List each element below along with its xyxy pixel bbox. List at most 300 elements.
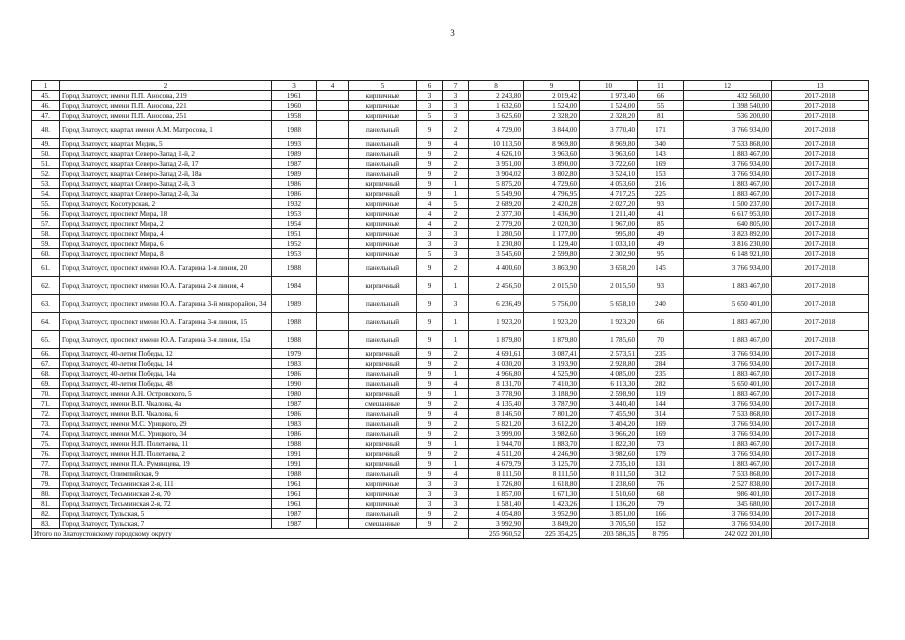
table-cell: 2 — [443, 121, 469, 139]
table-cell: 70. — [32, 389, 60, 399]
total-empty — [772, 529, 869, 539]
address-cell: Город Златоуст, 40-летия Победы, 12 — [60, 349, 272, 359]
table-cell: 1961 — [272, 499, 317, 509]
table-cell: 1989 — [272, 149, 317, 159]
table-cell: 8 969,80 — [580, 139, 638, 149]
table-cell — [317, 91, 349, 101]
table-cell: 81 — [638, 111, 684, 121]
table-row — [32, 359, 869, 369]
table-cell: 3 766 934,00 — [684, 519, 772, 529]
table-cell: 1952 — [272, 239, 317, 249]
table-cell: кирпичный — [349, 359, 417, 369]
table-cell: 2 328,20 — [580, 111, 638, 121]
table-cell: 1983 — [272, 419, 317, 429]
table-cell: 3 766 934,00 — [684, 169, 772, 179]
table-cell — [317, 419, 349, 429]
table-cell: 4 — [417, 209, 443, 219]
table-cell: 2017-2018 — [772, 349, 869, 359]
address-cell: Город Златоуст, проспект Мира, 6 — [60, 239, 272, 249]
table-cell: 9 — [417, 399, 443, 409]
table-cell: 66. — [32, 349, 60, 359]
table-cell: 1 883 467,00 — [684, 277, 772, 295]
table-row — [32, 369, 869, 379]
table-cell: панельный — [349, 149, 417, 159]
table-cell: 5 549,90 — [469, 189, 524, 199]
table-cell: кирпичный — [349, 349, 417, 359]
table-cell: 2017-2018 — [772, 199, 869, 209]
table-cell: 2 598,90 — [580, 389, 638, 399]
address-cell: Город Златоуст, имени П.П. Аносова, 221 — [60, 101, 272, 111]
table-cell: 9 — [417, 149, 443, 159]
table-cell: 1 280,50 — [469, 229, 524, 239]
table-cell: 3 849,20 — [524, 519, 580, 529]
column-header: 4 — [317, 81, 349, 91]
table-cell: 4 — [417, 219, 443, 229]
table-cell — [317, 179, 349, 189]
table-cell: 3 — [417, 239, 443, 249]
table-cell: 3 778,90 — [469, 389, 524, 399]
table-cell: 4 — [443, 379, 469, 389]
table-row — [32, 139, 869, 149]
table-cell: 69. — [32, 379, 60, 389]
table-cell: 64. — [32, 313, 60, 331]
table-cell: 1 — [443, 313, 469, 331]
table-cell: 3 951,00 — [469, 159, 524, 169]
table-cell: 52. — [32, 169, 60, 179]
table-cell: 1 524,00 — [524, 101, 580, 111]
table-row — [32, 149, 869, 159]
table-cell: 1 510,60 — [580, 489, 638, 499]
table-cell: 3 404,20 — [580, 419, 638, 429]
table-cell: 79 — [638, 499, 684, 509]
table-cell: панельный — [349, 169, 417, 179]
table-cell: 9 — [417, 379, 443, 389]
address-cell: Город Златоуст, проспект Мира, 4 — [60, 229, 272, 239]
table-cell: 9 — [417, 159, 443, 169]
table-cell: 986 401,00 — [684, 489, 772, 499]
table-cell: панельный — [349, 409, 417, 419]
table-cell: 2 015,50 — [524, 277, 580, 295]
table-cell: 3 823 892,00 — [684, 229, 772, 239]
table-cell: 9 — [417, 313, 443, 331]
table-cell: 74. — [32, 429, 60, 439]
table-cell: панельный — [349, 429, 417, 439]
table-cell: 1 883,70 — [524, 439, 580, 449]
table-cell — [317, 409, 349, 419]
address-cell: Город Златоуст, квартал Северо-Запад 2-й, 3а — [60, 189, 272, 199]
table-cell: 1988 — [272, 331, 317, 349]
total-area: 255 960,52 — [469, 529, 524, 539]
table-cell: 95 — [638, 249, 684, 259]
table-cell: 3 963,60 — [524, 149, 580, 159]
table-cell — [317, 313, 349, 331]
table-cell: 2 — [443, 169, 469, 179]
table-cell: кирпичные — [349, 111, 417, 121]
table-row — [32, 449, 869, 459]
table-cell: 3 992,90 — [469, 519, 524, 529]
address-cell: Город Златоуст, 40-летия Победы, 48 — [60, 379, 272, 389]
table-cell: 3 524,10 — [580, 169, 638, 179]
table-cell: 2 689,20 — [469, 199, 524, 209]
table-cell: 3 890,00 — [524, 159, 580, 169]
table-cell: 2 — [443, 149, 469, 159]
table-cell — [317, 449, 349, 459]
table-cell: 60. — [32, 249, 60, 259]
table-row — [32, 331, 869, 349]
table-cell: 9 — [417, 409, 443, 419]
table-row — [32, 399, 869, 409]
table-cell: 2 779,20 — [469, 219, 524, 229]
address-cell: Город Златоуст, имени П.П. Аносова, 251 — [60, 111, 272, 121]
address-cell: Город Златоуст, 40-летия Победы, 14а — [60, 369, 272, 379]
table-cell: 2017-2018 — [772, 239, 869, 249]
table-cell: 2017-2018 — [772, 101, 869, 111]
table-cell: кирпичные — [349, 199, 417, 209]
table-cell: 2017-2018 — [772, 409, 869, 419]
table-cell: 9 — [417, 179, 443, 189]
table-cell: 2017-2018 — [772, 419, 869, 429]
table-cell: 1 883 467,00 — [684, 459, 772, 469]
table-cell: 1987 — [272, 399, 317, 409]
table-cell: 79. — [32, 479, 60, 489]
table-cell: 2 — [443, 509, 469, 519]
address-cell: Город Златоуст, 40-летия Победы, 14 — [60, 359, 272, 369]
table-cell: 4 796,95 — [524, 189, 580, 199]
table-cell: 144 — [638, 399, 684, 409]
table-cell: 3 705,50 — [580, 519, 638, 529]
table-cell — [317, 101, 349, 111]
table-cell: 2017-2018 — [772, 229, 869, 239]
table-cell: 73 — [638, 439, 684, 449]
table-cell: 1 238,60 — [580, 479, 638, 489]
table-cell: 1953 — [272, 209, 317, 219]
table-cell: 1 726,80 — [469, 479, 524, 489]
table-row — [32, 389, 869, 399]
table-cell: 345 680,00 — [684, 499, 772, 509]
table-cell: 169 — [638, 419, 684, 429]
address-cell: Город Златоуст, проспект Мира, 8 — [60, 249, 272, 259]
table-cell: 68 — [638, 489, 684, 499]
table-cell: 73. — [32, 419, 60, 429]
table-cell: 9 — [417, 419, 443, 429]
table-row — [32, 277, 869, 295]
address-cell: Город Златоуст, проспект имени Ю.А. Гагарина 2-я линия, 4 — [60, 277, 272, 295]
table-cell: 2 420,28 — [524, 199, 580, 209]
table-cell: 1987 — [272, 519, 317, 529]
address-cell: Город Златоуст, проспект имени Ю.А. Гагарина 3-я линия, 15 — [60, 313, 272, 331]
table-cell: 41 — [638, 209, 684, 219]
table-cell: кирпичные — [349, 489, 417, 499]
table-cell: 4 966,80 — [469, 369, 524, 379]
table-row — [32, 459, 869, 469]
table-cell: 179 — [638, 449, 684, 459]
table-cell: 3 982,60 — [524, 429, 580, 439]
table-cell: 2017-2018 — [772, 439, 869, 449]
table-cell: 3 545,60 — [469, 249, 524, 259]
table-cell: 1 883 467,00 — [684, 179, 772, 189]
table-cell: 2 — [443, 259, 469, 277]
table-row — [32, 479, 869, 489]
table-cell: 2017-2018 — [772, 259, 869, 277]
table-cell: 76 — [638, 479, 684, 489]
table-cell: 9 — [417, 331, 443, 349]
table-cell: 1986 — [272, 179, 317, 189]
table-cell: 3 — [443, 479, 469, 489]
column-header: 5 — [349, 81, 417, 91]
table-cell: 995,80 — [580, 229, 638, 239]
table-cell: 1 398 540,00 — [684, 101, 772, 111]
table-cell: 7 533 868,00 — [684, 139, 772, 149]
table-cell: 9 — [417, 139, 443, 149]
table-cell: 240 — [638, 295, 684, 313]
address-cell: Город Златоуст, Тульская, 5 — [60, 509, 272, 519]
table-cell: панельный — [349, 509, 417, 519]
table-cell: 1961 — [272, 91, 317, 101]
table-cell: кирпичные — [349, 229, 417, 239]
address-cell: Город Златоуст, имени П.А. Румянцева, 19 — [60, 459, 272, 469]
table-cell — [317, 459, 349, 469]
address-cell: Город Златоуст, проспект имени Ю.А. Гагарина 1-я линия, 20 — [60, 259, 272, 277]
table-cell: 1 — [443, 389, 469, 399]
table-cell: 2 015,50 — [580, 277, 638, 295]
table-cell: 3 982,60 — [580, 449, 638, 459]
table-cell: 4 246,90 — [524, 449, 580, 459]
table-cell: 82. — [32, 509, 60, 519]
table-cell: 2 302,90 — [580, 249, 638, 259]
table-cell: 2017-2018 — [772, 277, 869, 295]
table-cell: 5 658,10 — [580, 295, 638, 313]
table-cell: 9 — [417, 169, 443, 179]
table-cell: 1961 — [272, 479, 317, 489]
table-cell: кирпичные — [349, 209, 417, 219]
address-cell: Город Златоуст, имени Н.П. Полетаева, 11 — [60, 439, 272, 449]
table-cell: 1 785,60 — [580, 331, 638, 349]
table-row — [32, 159, 869, 169]
table-cell: 152 — [638, 519, 684, 529]
table-cell: 9 — [417, 469, 443, 479]
table-cell: 3 — [443, 239, 469, 249]
housing-table — [31, 80, 869, 539]
table-cell: 45. — [32, 91, 60, 101]
table-cell: 2017-2018 — [772, 169, 869, 179]
table-cell: 131 — [638, 459, 684, 469]
table-cell: 1 883 467,00 — [684, 439, 772, 449]
table-cell: 47. — [32, 111, 60, 121]
table-cell — [317, 469, 349, 479]
table-cell: кирпичный — [349, 459, 417, 469]
table-cell: 2 019,42 — [524, 91, 580, 101]
table-cell: 2 — [443, 419, 469, 429]
table-cell: 1 — [443, 277, 469, 295]
table-cell: 3 766 934,00 — [684, 359, 772, 369]
table-cell: 4 — [417, 199, 443, 209]
table-cell — [317, 249, 349, 259]
table-cell: 1988 — [272, 469, 317, 479]
table-cell: 4 — [443, 409, 469, 419]
table-cell: 1 500 237,00 — [684, 199, 772, 209]
table-cell: 1951 — [272, 229, 317, 239]
table-cell: 57. — [32, 219, 60, 229]
table-cell: 3 612,20 — [524, 419, 580, 429]
table-cell: 51. — [32, 159, 60, 169]
table-cell: 3 087,41 — [524, 349, 580, 359]
table-cell: кирпичные — [349, 101, 417, 111]
table-cell: 1990 — [272, 379, 317, 389]
table-row — [32, 499, 869, 509]
table-cell: 1 883 467,00 — [684, 189, 772, 199]
table-cell: 9 — [417, 369, 443, 379]
table-cell: 3 — [417, 91, 443, 101]
table-cell: 1 129,40 — [524, 239, 580, 249]
table-cell: 2 456,50 — [469, 277, 524, 295]
table-cell: 2017-2018 — [772, 519, 869, 529]
table-cell: 2 243,80 — [469, 91, 524, 101]
column-header: 11 — [638, 81, 684, 91]
address-cell: Город Златоуст, квартал имени А.М. Матросова, 1 — [60, 121, 272, 139]
table-cell: 2 — [443, 209, 469, 219]
table-cell: 1986 — [272, 409, 317, 419]
table-cell: 9 — [417, 389, 443, 399]
table-cell: 2017-2018 — [772, 313, 869, 331]
table-cell: 1979 — [272, 349, 317, 359]
table-cell: 1 883 467,00 — [684, 313, 772, 331]
table-cell: 4 053,60 — [580, 179, 638, 189]
total-living-area: 225 354,25 — [524, 529, 580, 539]
table-row — [32, 91, 869, 101]
table-cell: смешанные — [349, 399, 417, 409]
table-cell: 7 801,20 — [524, 409, 580, 419]
table-cell: 3 — [443, 249, 469, 259]
table-cell: 1 879,80 — [524, 331, 580, 349]
table-cell: 1 — [443, 189, 469, 199]
table-cell: 1 671,30 — [524, 489, 580, 499]
address-cell: Город Златоуст, проспект Мира, 18 — [60, 209, 272, 219]
table-cell: 3 — [417, 499, 443, 509]
table-cell: 2 928,80 — [580, 359, 638, 369]
table-cell: 145 — [638, 259, 684, 277]
table-cell: 9 — [417, 259, 443, 277]
table-cell: 3 966,20 — [580, 429, 638, 439]
table-cell: 8 131,70 — [469, 379, 524, 389]
table-cell: кирпичный — [349, 449, 417, 459]
table-cell: 3 — [443, 229, 469, 239]
table-cell: 536 200,00 — [684, 111, 772, 121]
table-cell: 3 844,00 — [524, 121, 580, 139]
table-row — [32, 295, 869, 313]
table-cell: 70 — [638, 331, 684, 349]
table-cell: 2017-2018 — [772, 209, 869, 219]
table-row — [32, 209, 869, 219]
table-cell: кирпичные — [349, 239, 417, 249]
table-cell: 71. — [32, 399, 60, 409]
table-cell: 1983 — [272, 359, 317, 369]
address-cell: Город Златоуст, имени Н.П. Полетаева, 2 — [60, 449, 272, 459]
table-cell: 9 — [417, 189, 443, 199]
table-row — [32, 469, 869, 479]
column-header: 10 — [580, 81, 638, 91]
table-cell: 3 766 934,00 — [684, 259, 772, 277]
table-cell: 2 — [443, 519, 469, 529]
table-cell: 2 — [443, 449, 469, 459]
table-row — [32, 439, 869, 449]
table-cell: 1986 — [272, 189, 317, 199]
table-cell: 1 883 467,00 — [684, 149, 772, 159]
address-cell: Город Златоуст, имени В.П. Чкалова, 6 — [60, 409, 272, 419]
table-cell: 9 — [417, 509, 443, 519]
table-cell — [317, 509, 349, 519]
table-row — [32, 259, 869, 277]
table-cell: 2017-2018 — [772, 449, 869, 459]
table-cell: 1987 — [272, 509, 317, 519]
table-cell: 1989 — [272, 295, 317, 313]
table-cell: 46. — [32, 101, 60, 111]
table-cell: 2017-2018 — [772, 469, 869, 479]
table-row — [32, 429, 869, 439]
total-row — [32, 529, 869, 539]
table-cell: 93 — [638, 199, 684, 209]
table-cell: 9 — [417, 459, 443, 469]
table-cell: 3 440,40 — [580, 399, 638, 409]
table-cell: 93 — [638, 277, 684, 295]
table-cell: 1954 — [272, 219, 317, 229]
table-cell: 3 188,90 — [524, 389, 580, 399]
table-cell: 4 030,20 — [469, 359, 524, 369]
table-cell: 6 113,30 — [580, 379, 638, 389]
table-cell: 8 111,50 — [580, 469, 638, 479]
table-cell: 5 — [417, 249, 443, 259]
table-cell: 55 — [638, 101, 684, 111]
total-cost: 242 022 201,00 — [684, 529, 772, 539]
table-cell — [317, 169, 349, 179]
address-cell: Город Златоуст, квартал Северо-Запад 2-й, 17 — [60, 159, 272, 169]
table-cell: кирпичный — [349, 179, 417, 189]
table-cell: 235 — [638, 349, 684, 359]
table-cell: 63. — [32, 295, 60, 313]
table-cell: 2017-2018 — [772, 179, 869, 189]
table-cell — [317, 369, 349, 379]
table-cell: панельный — [349, 331, 417, 349]
table-cell: 2017-2018 — [772, 219, 869, 229]
table-cell: 3 722,60 — [580, 159, 638, 169]
address-cell: Город Златоуст, Тесьминская 2-я, 72 — [60, 499, 272, 509]
table-cell: 9 — [417, 359, 443, 369]
table-row — [32, 189, 869, 199]
table-cell: 2017-2018 — [772, 429, 869, 439]
address-cell: Город Златоуст, имени А.Н. Островского, 5 — [60, 389, 272, 399]
table-cell: 3 770,40 — [580, 121, 638, 139]
table-cell: 62. — [32, 277, 60, 295]
table-cell: 4 729,60 — [524, 179, 580, 189]
column-header: 2 — [60, 81, 272, 91]
table-cell: 2017-2018 — [772, 459, 869, 469]
table-cell — [317, 149, 349, 159]
table-cell — [317, 429, 349, 439]
total-label: Итого по Златоустовскому городскому округу — [32, 529, 469, 539]
table-cell: 8 111,50 — [524, 469, 580, 479]
table-cell: 76. — [32, 449, 60, 459]
table-cell: 3 766 934,00 — [684, 449, 772, 459]
table-cell: панельный — [349, 259, 417, 277]
table-cell: 7 533 868,00 — [684, 409, 772, 419]
table-cell: 1 973,40 — [580, 91, 638, 101]
table-cell: 3 625,60 — [469, 111, 524, 121]
column-header: 3 — [272, 81, 317, 91]
table-cell: 1 — [443, 369, 469, 379]
table-cell: 2 — [443, 349, 469, 359]
table-cell: панельный — [349, 379, 417, 389]
column-header: 1 — [32, 81, 60, 91]
table-cell: 1 136,20 — [580, 499, 638, 509]
